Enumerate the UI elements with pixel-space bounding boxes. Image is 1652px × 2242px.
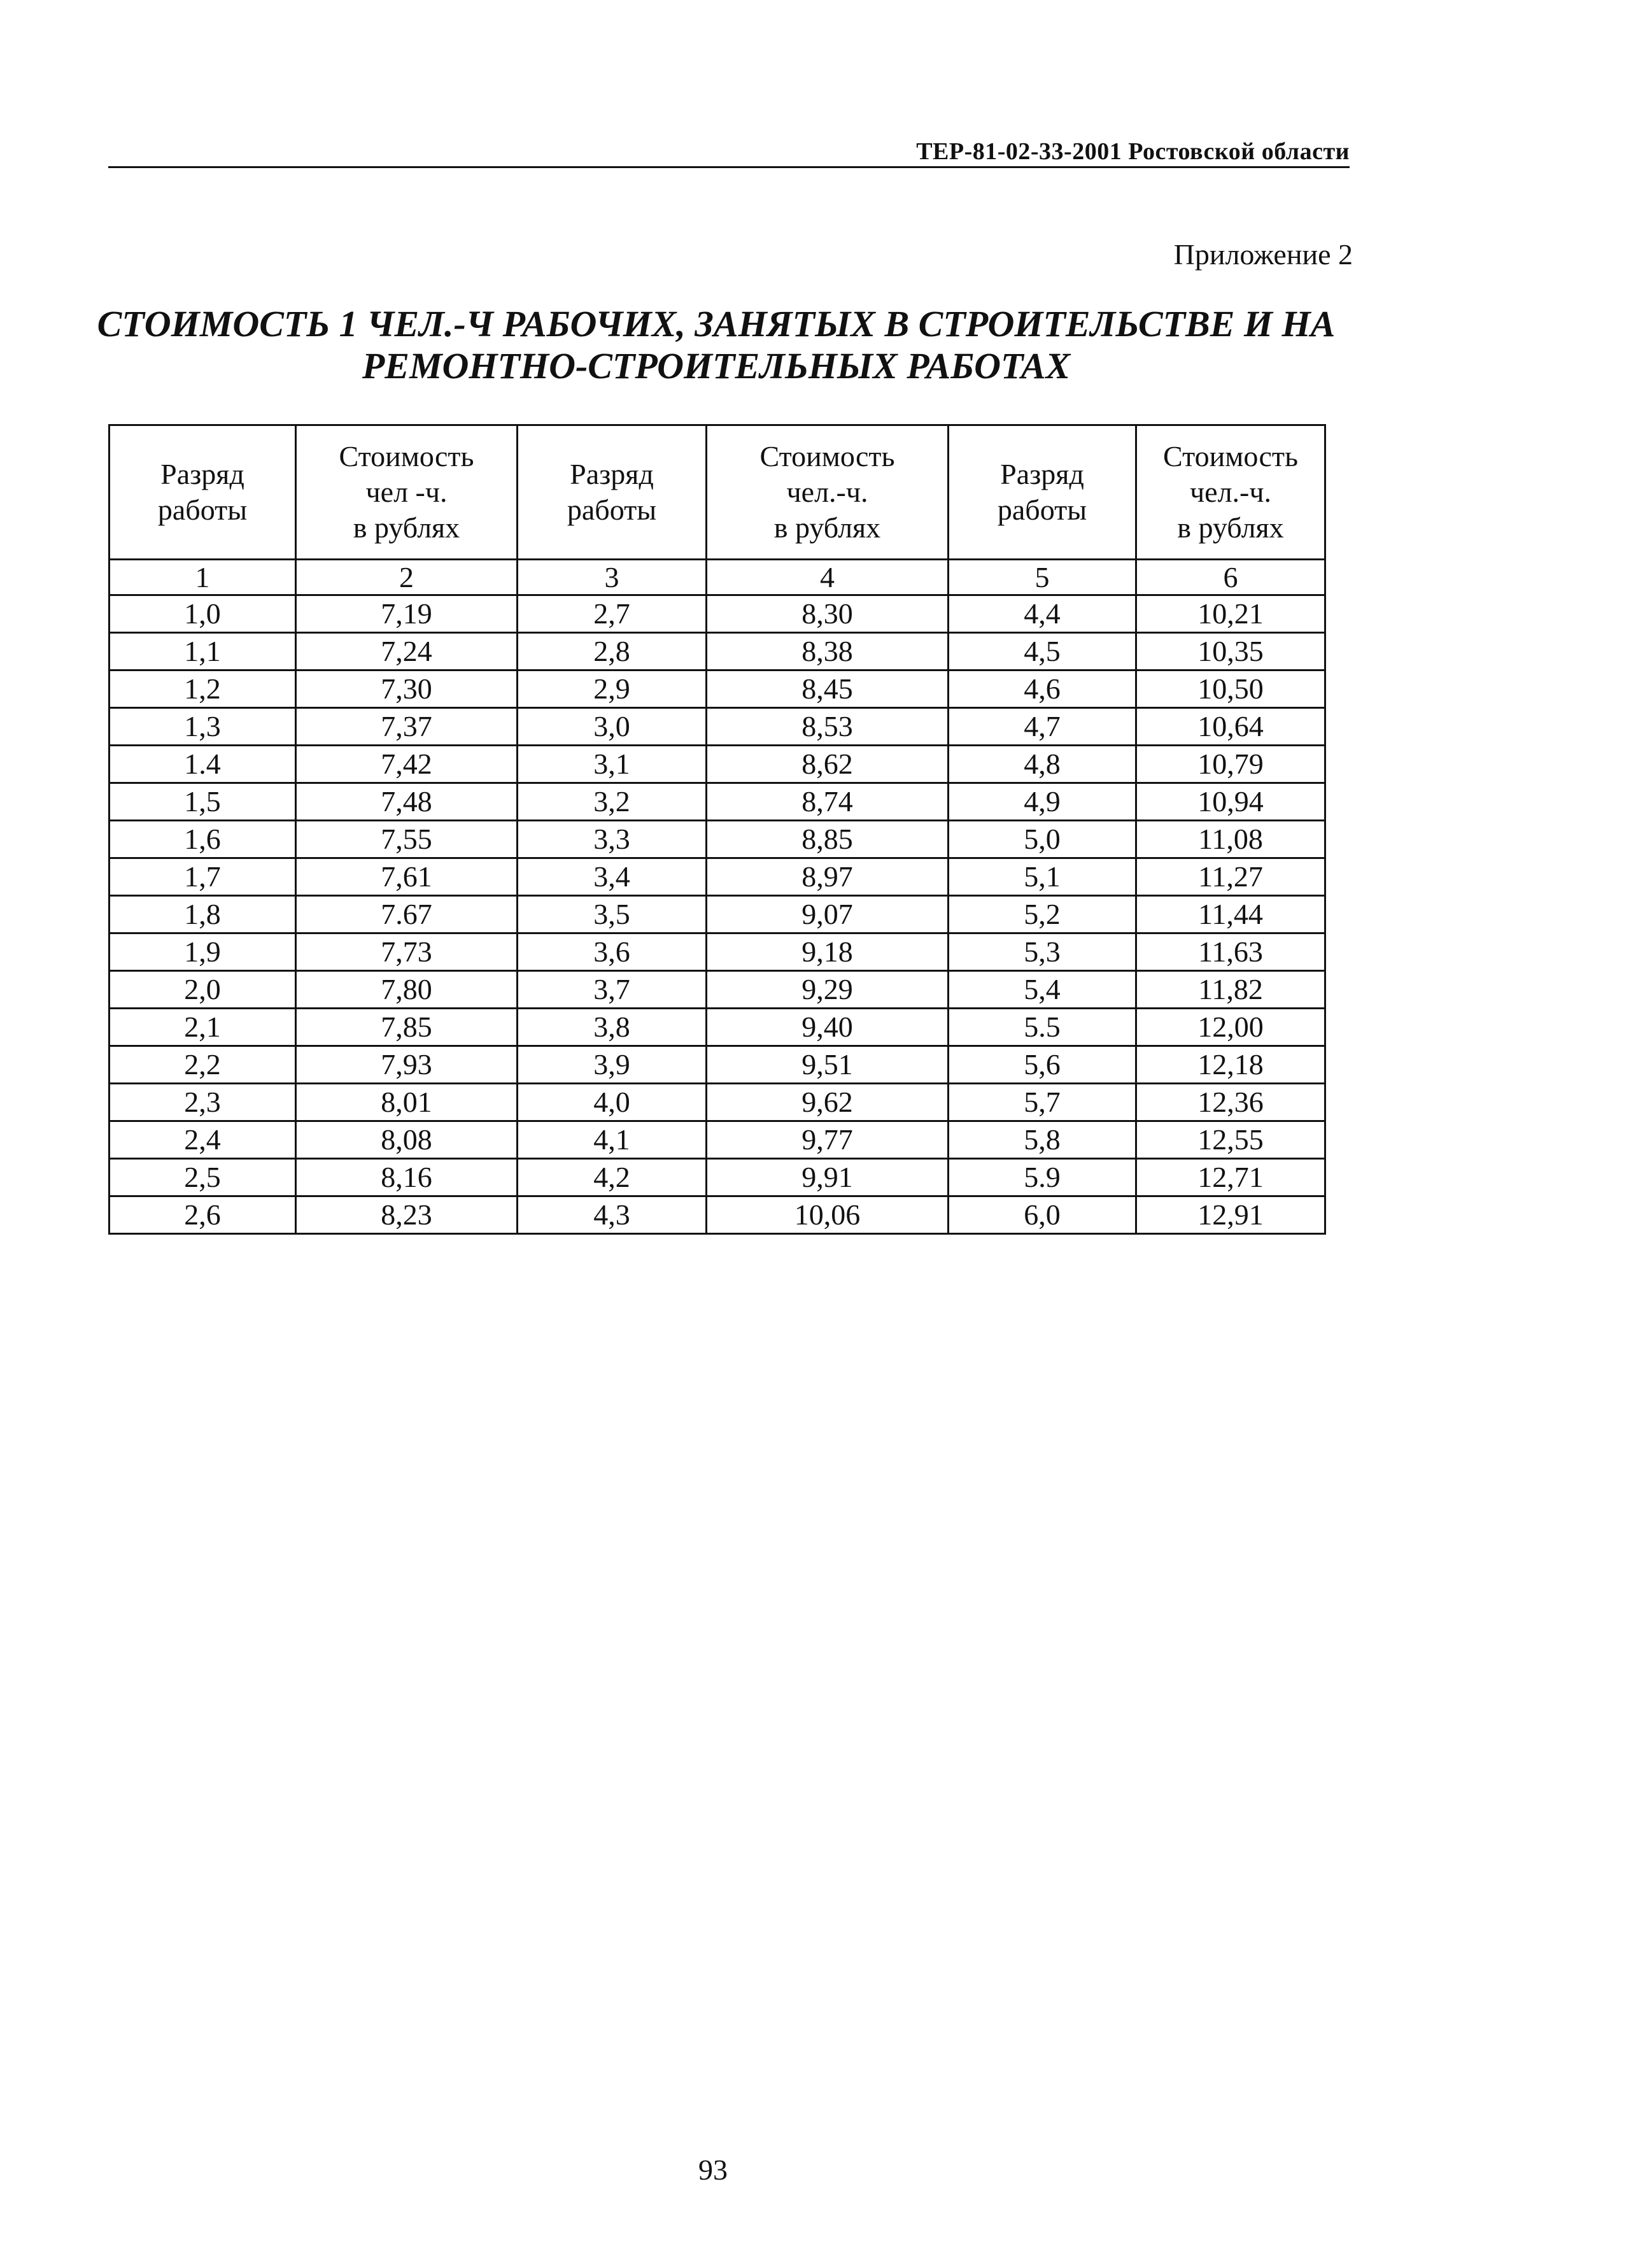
cost-cell: 8,97 <box>707 858 949 896</box>
grade-cell: 1,8 <box>109 896 296 933</box>
grade-cell: 4,1 <box>518 1121 707 1159</box>
cost-cell: 11,82 <box>1136 971 1325 1009</box>
cost-cell: 7.67 <box>296 896 518 933</box>
grade-cell: 2,0 <box>109 971 296 1009</box>
column-header-line: работы <box>157 493 248 526</box>
grade-cell: 3,7 <box>518 971 707 1009</box>
cost-cell: 12,36 <box>1136 1084 1325 1121</box>
grade-cell: 4,8 <box>949 746 1136 783</box>
column-header-line: чел.-ч. <box>786 476 868 508</box>
grade-cell: 2,6 <box>109 1196 296 1234</box>
grade-cell: 2,1 <box>109 1009 296 1046</box>
column-header-line: работы <box>567 493 657 526</box>
cost-cell: 9,91 <box>707 1159 949 1196</box>
grade-cell: 3,0 <box>518 708 707 746</box>
grade-cell: 3,1 <box>518 746 707 783</box>
cost-cell: 12,55 <box>1136 1121 1325 1159</box>
table-header <box>109 425 1325 595</box>
grade-cell: 4,5 <box>949 633 1136 670</box>
cost-cell: 10,35 <box>1136 633 1325 670</box>
cost-cell: 12,18 <box>1136 1046 1325 1084</box>
column-header <box>949 425 1136 560</box>
column-header-line: Разряд <box>160 458 244 490</box>
cost-cell: 8,01 <box>296 1084 518 1121</box>
cost-cell: 7,61 <box>296 858 518 896</box>
grade-cell: 2,9 <box>518 670 707 708</box>
table-row <box>109 858 1325 896</box>
table-row <box>109 1009 1325 1046</box>
column-header-line: Разряд <box>1000 458 1084 490</box>
column-header <box>707 425 949 560</box>
cost-cell: 7,85 <box>296 1009 518 1046</box>
table-row <box>109 896 1325 933</box>
table-row <box>109 933 1325 971</box>
grade-cell: 2,5 <box>109 1159 296 1196</box>
grade-cell: 2,4 <box>109 1121 296 1159</box>
cost-cell: 10,79 <box>1136 746 1325 783</box>
column-header-line: Стоимость <box>1163 440 1298 472</box>
grade-cell: 5,8 <box>949 1121 1136 1159</box>
table-row <box>109 971 1325 1009</box>
cost-cell: 11,44 <box>1136 896 1325 933</box>
column-header <box>296 425 518 560</box>
column-header <box>518 425 707 560</box>
cost-cell: 7,80 <box>296 971 518 1009</box>
cost-cell: 12,00 <box>1136 1009 1325 1046</box>
cost-cell: 7,42 <box>296 746 518 783</box>
grade-cell: 2,3 <box>109 1084 296 1121</box>
grade-cell: 2,2 <box>109 1046 296 1084</box>
cost-cell: 9,40 <box>707 1009 949 1046</box>
grade-cell: 1,6 <box>109 821 296 858</box>
grade-cell: 1,1 <box>109 633 296 670</box>
cost-cell: 11,08 <box>1136 821 1325 858</box>
cost-cell: 10,64 <box>1136 708 1325 746</box>
grade-cell: 1,5 <box>109 783 296 821</box>
column-number: 4 <box>707 560 949 595</box>
column-number: 2 <box>296 560 518 595</box>
column-header <box>109 425 296 560</box>
table-row <box>109 1121 1325 1159</box>
grade-cell: 1,9 <box>109 933 296 971</box>
grade-cell: 4,3 <box>518 1196 707 1234</box>
cost-cell: 7,93 <box>296 1046 518 1084</box>
cost-cell: 8,38 <box>707 633 949 670</box>
cost-cell: 12,71 <box>1136 1159 1325 1196</box>
table-row <box>109 821 1325 858</box>
grade-cell: 5.9 <box>949 1159 1136 1196</box>
table-body <box>109 595 1325 1234</box>
grade-cell: 1,2 <box>109 670 296 708</box>
grade-cell: 5,6 <box>949 1046 1136 1084</box>
header-row <box>109 425 1325 560</box>
column-header-line: в рублях <box>353 511 460 544</box>
cost-cell: 8,85 <box>707 821 949 858</box>
grade-cell: 3,6 <box>518 933 707 971</box>
grade-cell: 6,0 <box>949 1196 1136 1234</box>
column-header-line: Стоимость <box>759 440 895 472</box>
grade-cell: 5,1 <box>949 858 1136 896</box>
cost-cell: 7,30 <box>296 670 518 708</box>
grade-cell: 3,8 <box>518 1009 707 1046</box>
cost-cell: 7,19 <box>296 595 518 633</box>
grade-cell: 5,2 <box>949 896 1136 933</box>
cost-cell: 8,74 <box>707 783 949 821</box>
cost-cell: 9,07 <box>707 896 949 933</box>
table-row <box>109 783 1325 821</box>
grade-cell: 1,3 <box>109 708 296 746</box>
grade-cell: 4,7 <box>949 708 1136 746</box>
grade-cell: 5,0 <box>949 821 1136 858</box>
grade-cell: 4,6 <box>949 670 1136 708</box>
table-row <box>109 1159 1325 1196</box>
grade-cell: 3,9 <box>518 1046 707 1084</box>
grade-cell: 3,2 <box>518 783 707 821</box>
document-title <box>95 303 1337 387</box>
cost-cell: 11,63 <box>1136 933 1325 971</box>
running-title: ТЕР-81-02-33-2001 Ростовской области <box>916 138 1350 165</box>
cost-cell: 7,55 <box>296 821 518 858</box>
cost-cell: 8,16 <box>296 1159 518 1196</box>
column-header-line: Разряд <box>570 458 654 490</box>
grade-cell: 1.4 <box>109 746 296 783</box>
cost-cell: 7,73 <box>296 933 518 971</box>
grade-cell: 1,0 <box>109 595 296 633</box>
cost-cell: 9,51 <box>707 1046 949 1084</box>
table-row <box>109 1046 1325 1084</box>
grade-cell: 4,9 <box>949 783 1136 821</box>
cost-cell: 10,21 <box>1136 595 1325 633</box>
cost-cell: 10,94 <box>1136 783 1325 821</box>
column-header <box>1136 425 1325 560</box>
table-row <box>109 746 1325 783</box>
table-row <box>109 708 1325 746</box>
cost-cell: 8,30 <box>707 595 949 633</box>
document-title-line-2: РЕМОНТНО-СТРОИТЕЛЬНЫХ РАБОТАХ <box>362 345 1071 387</box>
cost-cell: 8,62 <box>707 746 949 783</box>
cost-cell: 8,45 <box>707 670 949 708</box>
cost-cell: 8,23 <box>296 1196 518 1234</box>
table-row <box>109 633 1325 670</box>
grade-cell: 4,0 <box>518 1084 707 1121</box>
cost-cell: 10,06 <box>707 1196 949 1234</box>
cost-cell: 9,29 <box>707 971 949 1009</box>
cost-cell: 7,48 <box>296 783 518 821</box>
column-number-row <box>109 560 1325 595</box>
column-number: 1 <box>109 560 296 595</box>
column-header-line: в рублях <box>1177 511 1284 544</box>
cost-cell: 9,77 <box>707 1121 949 1159</box>
table-row <box>109 670 1325 708</box>
table-row <box>109 1196 1325 1234</box>
grade-cell: 5,4 <box>949 971 1136 1009</box>
column-number: 6 <box>1136 560 1325 595</box>
column-number: 3 <box>518 560 707 595</box>
grade-cell: 4,2 <box>518 1159 707 1196</box>
page-number: 93 <box>698 2153 728 2186</box>
cost-cell: 10,50 <box>1136 670 1325 708</box>
document-title-line-1: СТОИМОСТЬ 1 ЧЕЛ.-Ч РАБОЧИХ, ЗАНЯТЫХ В СТРОИТЕЛЬСТВЕ И НА <box>97 303 1336 344</box>
grade-cell: 3,3 <box>518 821 707 858</box>
cost-cell: 9,18 <box>707 933 949 971</box>
column-header-line: чел.-ч. <box>1190 476 1271 508</box>
cost-cell: 7,24 <box>296 633 518 670</box>
cost-cell: 8,08 <box>296 1121 518 1159</box>
grade-cell: 5.5 <box>949 1009 1136 1046</box>
grade-cell: 4,4 <box>949 595 1136 633</box>
cost-cell: 9,62 <box>707 1084 949 1121</box>
grade-cell: 3,4 <box>518 858 707 896</box>
table-row <box>109 595 1325 633</box>
grade-cell: 3,5 <box>518 896 707 933</box>
column-header-line: Стоимость <box>339 440 474 472</box>
hourly-rate-table <box>108 424 1326 1235</box>
cost-cell: 11,27 <box>1136 858 1325 896</box>
cost-cell: 7,37 <box>296 708 518 746</box>
grade-cell: 2,7 <box>518 595 707 633</box>
column-header-line: работы <box>997 493 1087 526</box>
column-header-line: чел -ч. <box>365 476 448 508</box>
table-row <box>109 1084 1325 1121</box>
grade-cell: 5,3 <box>949 933 1136 971</box>
cost-cell: 8,53 <box>707 708 949 746</box>
grade-cell: 2,8 <box>518 633 707 670</box>
cost-cell: 12,91 <box>1136 1196 1325 1234</box>
running-header <box>108 137 1350 168</box>
column-header-line: в рублях <box>773 511 881 544</box>
appendix-label: Приложение 2 <box>1173 238 1353 271</box>
grade-cell: 5,7 <box>949 1084 1136 1121</box>
grade-cell: 1,7 <box>109 858 296 896</box>
column-number: 5 <box>949 560 1136 595</box>
